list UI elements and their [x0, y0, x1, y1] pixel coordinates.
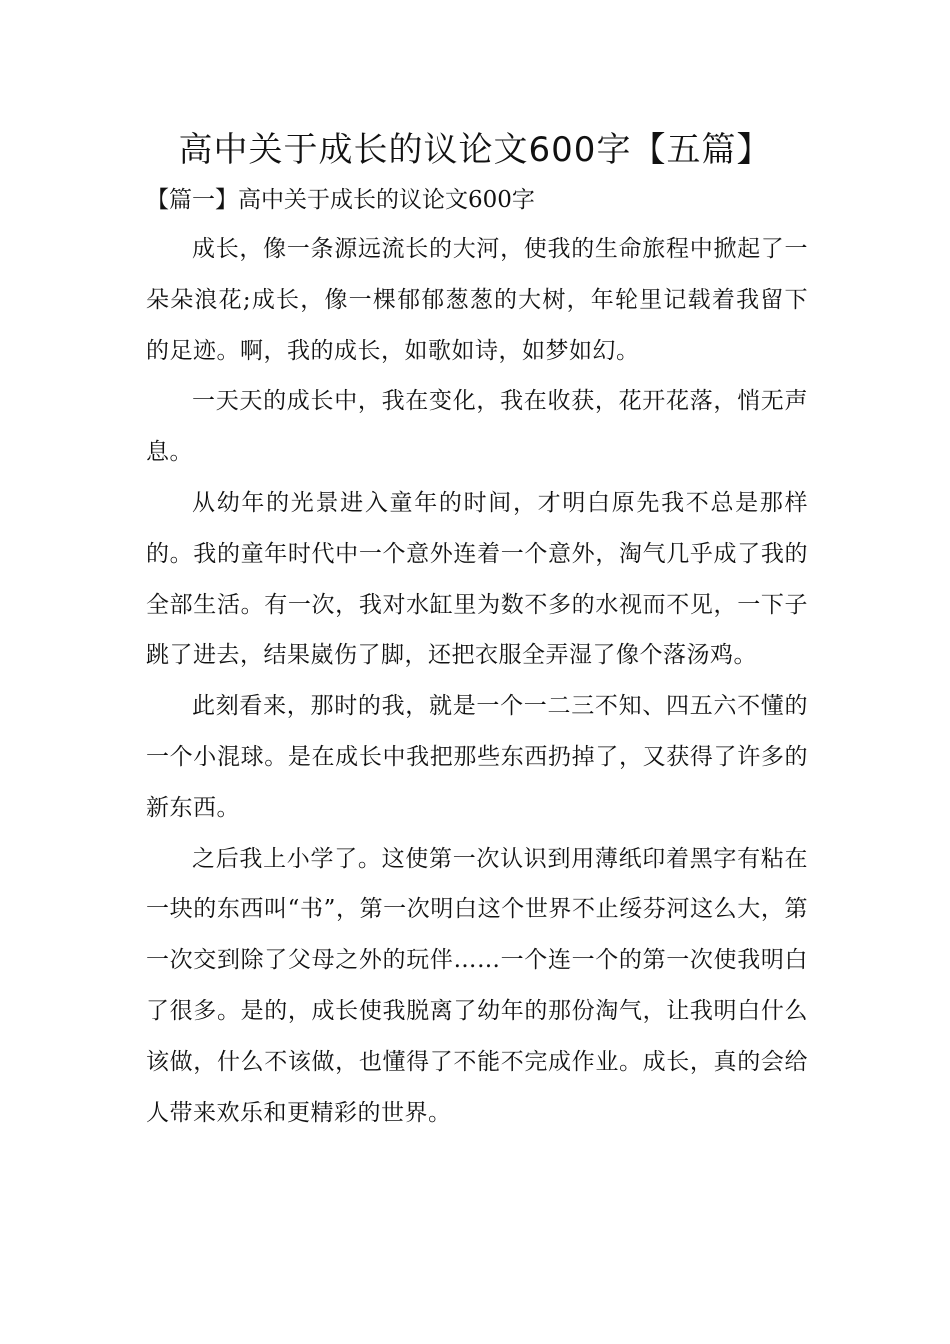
paragraph-2: 一天天的成长中，我在变化，我在收获，花开花落，悄无声息。 — [146, 388, 808, 466]
article-body — [146, 224, 808, 1138]
document-title: 高中关于成长的议论文600字【五篇】 — [178, 130, 772, 170]
section-heading: 【篇一】高中关于成长的议论文600字 — [146, 187, 535, 213]
paragraph-3: 从幼年的光景进入童年的时间，才明白原先我不总是那样的。我的童年时代中一个意外连着一个意外，淘气几乎成了我的全部生活。有一次，我对水缸里为数不多的水视而不见，一下子跳了进去，结果崴伤了脚，还把衣服全弄湿了像个落汤鸡。 — [146, 489, 808, 669]
paragraph-5: 之后我上小学了。这使第一次认识到用薄纸印着黑字有粘在一块的东西叫“书”，第一次明白这个世界不止绥芬河这么大，第一次交到除了父母之外的玩伴……一个连一个的第一次使我明白了很多。是的，成长使我脱离了幼年的那份淘气，让我明白什么该做，什么不该做，也懂得了不能不完成作业。成长，真的会给人带来欢乐和更精彩的世界。 — [146, 845, 808, 1126]
paragraph-4: 此刻看来，那时的我，就是一个一二三不知、四五六不懂的一个小混球。是在成长中我把那些东西扔掉了，又获得了许多的新东西。 — [146, 693, 808, 821]
paragraph-1: 成长，像一条源远流长的大河，使我的生命旅程中掀起了一朵朵浪花;成长，像一棵郁郁葱葱的大树，年轮里记载着我留下的足迹。啊，我的成长，如歌如诗，如梦如幻。 — [146, 236, 808, 364]
